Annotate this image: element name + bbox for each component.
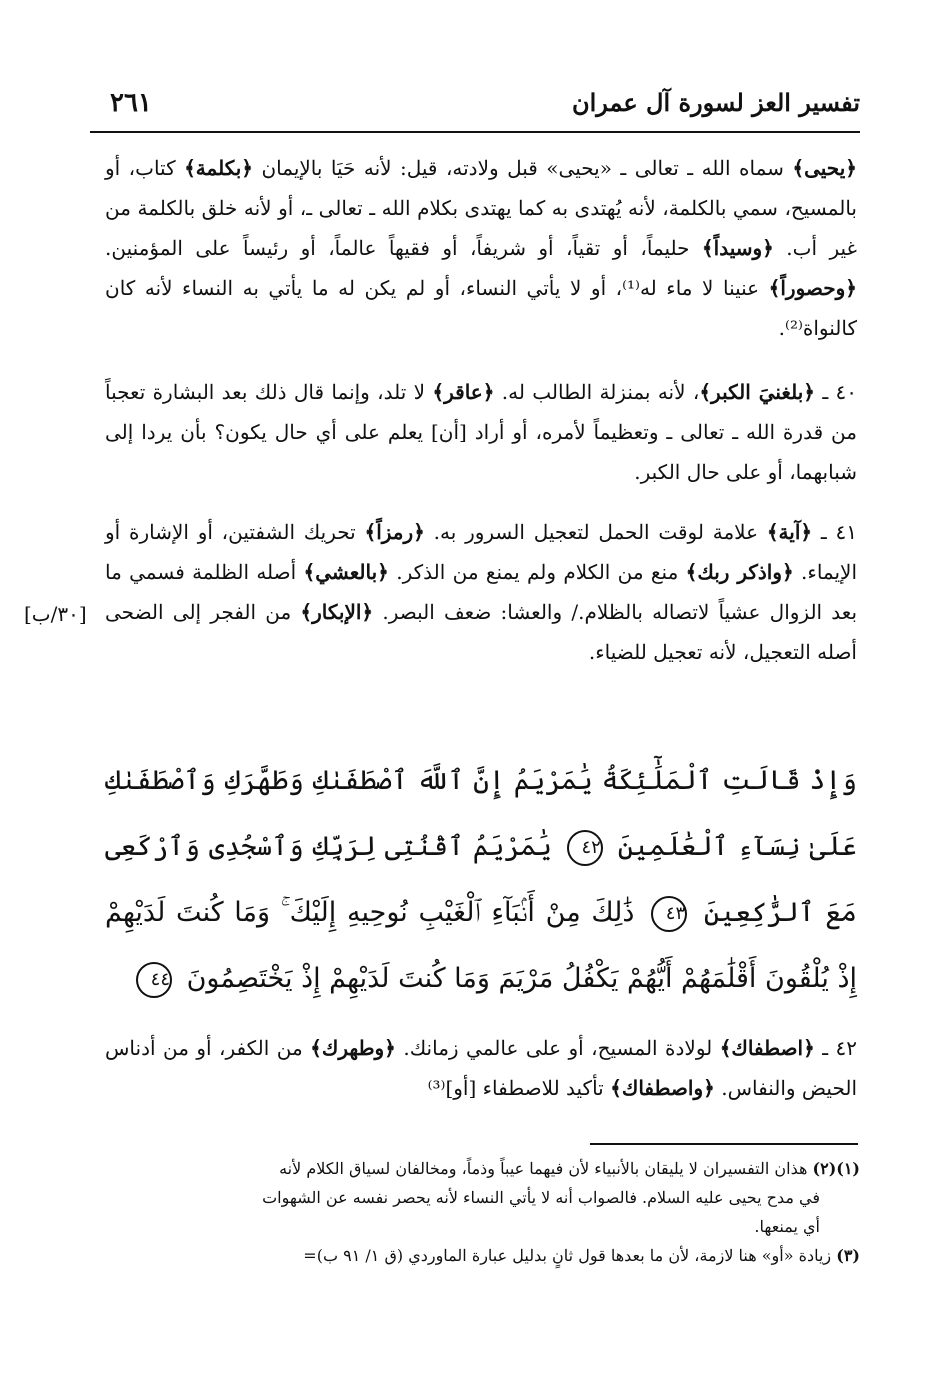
text-run: لا تلد، وإنما قال ذلك بعد البشارة تعجباً من قدرة الله ـ تعالى ـ وتعظيماً لأمره، أو أراد [أن] يعلم على أي حال يكون؟ بأن يردا إلى شبابهما، أو على حال الكبر. xyxy=(105,380,857,484)
text-run: تحريك الشفتين، أو الإشارة أو الإيماء. xyxy=(105,520,858,584)
paragraph-42 xyxy=(105,1028,857,1108)
keyword: ﴿آية﴾ xyxy=(766,520,813,544)
keyword: ﴿اصطفاك﴾ xyxy=(719,1036,815,1060)
text-run: ٤١ ـ xyxy=(812,520,857,544)
text-run: ، لأنه بمنزلة الطالب له. xyxy=(494,380,700,404)
margin-folio-note: [٣٠/ب] xyxy=(24,602,87,626)
text-run: أصله الظلمة فسمي ما بعد الزوال عشياً لاتصاله بالظلام./ والعشا: ضعف البصر. xyxy=(105,560,858,624)
keyword: ﴿وسيداً﴾ xyxy=(701,236,774,260)
page-header xyxy=(90,88,860,128)
text-run: سماه الله ـ تعالى ـ «يحيى» قبل ولادته، قيل: لأنه حَيَا بالإيمان xyxy=(253,156,793,180)
footnote-rule xyxy=(590,1143,858,1145)
text-run: ٤٢ ـ xyxy=(814,1036,858,1060)
keyword: ﴿بكلمة﴾ xyxy=(184,156,254,180)
aya-number-marker: ٤٣ xyxy=(651,896,687,932)
footnote-label: (٣) xyxy=(836,1246,860,1265)
verse-44: ذَٰلِكَ مِنْ أَنۢبَآءِ ٱلْغَيْبِ نُوحِيهِ إِلَيْكَ ۚ وَمَا كُنتَ لَدَيْهِمْ إِذْ يُلْقُونَ أَقْلَٰمَهُمْ أَيُّهُمْ يَكْفُلُ مَرْيَمَ وَمَا كُنتَ لَدَيْهِمْ إِذْ يَخْتَصِمُونَ xyxy=(105,897,857,994)
paragraph-text xyxy=(105,372,857,492)
text-run: من الفجر إلى الضحى أصله التعجيل، لأنه تعجيل للضياء. xyxy=(105,600,857,664)
footnote-continuation: في مدح يحيى عليه السلام. فالصواب أنه لا يأتي النساء لأنه يحصر نفسه عن الشهوات xyxy=(262,1188,820,1207)
text-run: كتاب، أو بالمسيح، سمي بالكلمة، لأنه يُهتدى به كما يهتدى بكلام الله ـ تعالى ـ، أو لأنه خلق بالكلمة من غير أب. xyxy=(105,156,857,260)
footnotes xyxy=(90,1154,860,1270)
keyword: ﴿الإبكار﴾ xyxy=(300,600,374,624)
text-run: علامة لوقت الحمل لتعجيل السرور به. xyxy=(424,520,767,544)
text-run: منع من الكلام ولم يمنع من الذكر. xyxy=(388,560,686,584)
paragraph-text xyxy=(105,148,857,348)
paragraph-41 xyxy=(105,512,857,672)
running-title: تفسير العز لسورة آل عمران xyxy=(571,88,860,117)
keyword: ﴿واصطفاك﴾ xyxy=(610,1076,715,1100)
footnote-text: هذان التفسيران لا يليقان بالأنبياء لأن فيهما عيباً وذماً، ومخالفان لسياق الكلام لأنه xyxy=(279,1159,808,1178)
text-run: تأكيد للاصطفاء [أو]⁽³⁾ xyxy=(427,1076,611,1100)
keyword: ﴿بلغنيَ الكبر﴾ xyxy=(699,380,815,404)
text-run: ٤٠ ـ xyxy=(815,380,857,404)
footnote-label: (١)(٢) xyxy=(812,1159,860,1178)
keyword: ﴿وحصوراً﴾ xyxy=(768,276,857,300)
keyword: ﴿عاقر﴾ xyxy=(432,380,495,404)
paragraph-40 xyxy=(105,372,857,492)
verse-43: يَٰمَرْيَمُ ٱقْنُتِى لِرَبِّكِ وَٱسْجُدِى وَٱرْكَعِى مَعَ ٱلرَّٰكِعِينَ xyxy=(105,831,857,928)
footnote-1-2 xyxy=(90,1154,860,1183)
header-rule xyxy=(90,131,860,133)
footnote-3 xyxy=(90,1241,860,1270)
aya-number-marker: ٤٢ xyxy=(567,830,603,866)
paragraph-1 xyxy=(105,148,857,348)
keyword: ﴿يحيى﴾ xyxy=(792,156,857,180)
footnote-text: زيادة «أو» هنا لازمة، لأن ما بعدها قول ثانٍ بدليل عبارة الماوردي (ق ١/ ٩١ ب)= xyxy=(303,1246,832,1265)
text-run: عنينا لا ماء له⁽¹⁾، أو لا يأتي النساء، أو لم يكن له ما يأتي به النساء لأنه كان كالنواة⁽²⁾. xyxy=(105,276,857,340)
paragraph-text xyxy=(105,1028,857,1108)
keyword: ﴿رمزاً﴾ xyxy=(364,520,425,544)
text-run: حليماً، أو تقياً، أو شريفاً، أو فقيهاً عالماً، أو رئيساً على المؤمنين. xyxy=(105,236,702,260)
keyword: ﴿واذكر ربك﴾ xyxy=(685,560,794,584)
verse-42: وَإِذْ قَالَتِ ٱلْمَلَٰٓئِكَةُ يَٰمَرْيَمُ إِنَّ ٱللَّهَ ٱصْطَفَىٰكِ وَطَهَّرَكِ وَٱصْطَفَىٰكِ عَلَىٰ نِسَآءِ ٱلْعَٰلَمِينَ xyxy=(105,765,857,862)
footnote-continuation: أي يمنعها. xyxy=(754,1217,820,1236)
text-run: من الكفر، أو من أدناس الحيض والنفاس. xyxy=(105,1036,857,1100)
aya-number-marker: ٤٤ xyxy=(136,962,172,998)
keyword: ﴿وطهرك﴾ xyxy=(310,1036,396,1060)
quran-verses xyxy=(105,748,857,1012)
paragraph-text xyxy=(105,512,857,672)
page-number: ٢٦١ xyxy=(110,88,152,118)
text-run: لولادة المسيح، أو على عالمي زمانك. xyxy=(395,1036,720,1060)
keyword: ﴿بالعشي﴾ xyxy=(303,560,389,584)
